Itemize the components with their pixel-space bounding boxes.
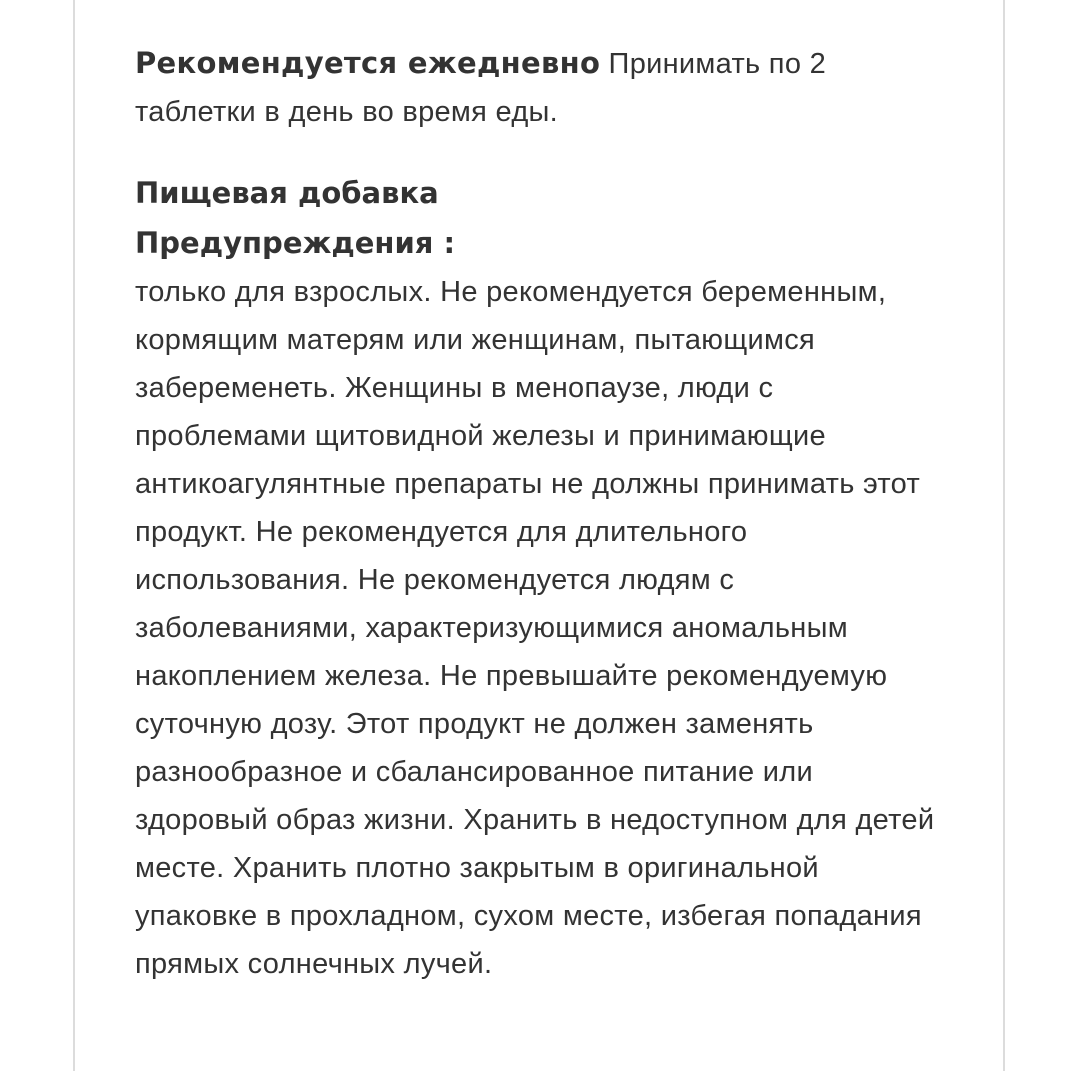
warnings-text: только для взрослых. Не рекомендуется беременным, кормящим матерям или женщинам, пытающимся забеременеть. Женщины в менопаузе, люди с проблемами щитовидной железы и принимающие антикоагулянтные препараты не должны принимать этот продукт. Не рекомендуется для длительного использования. Не рекомендуется людям с заболеваниями, характеризующимися аномальным накоплением железа. Не превышайте рекомендуемую суточную дозу. Этот продукт не должен заменять разнообразное и сбалансированное питание или здоровый образ жизни. Хранить в недоступном для детей месте. Хранить плотно закрытым в оригинальной упаковке в прохладном, сухом месте, избегая попадания прямых солнечных лучей. bbox=[135, 276, 935, 980]
dosage-label: Рекомендуется ежедневно bbox=[135, 46, 601, 80]
dosage-paragraph bbox=[135, 39, 945, 136]
product-description bbox=[135, 39, 945, 988]
supplement-heading: Пищевая добавка bbox=[135, 176, 439, 210]
warnings-heading: Предупреждения : bbox=[135, 226, 456, 260]
dosage-text: Принимать по 2 таблетки в день во время еды. bbox=[135, 48, 827, 128]
